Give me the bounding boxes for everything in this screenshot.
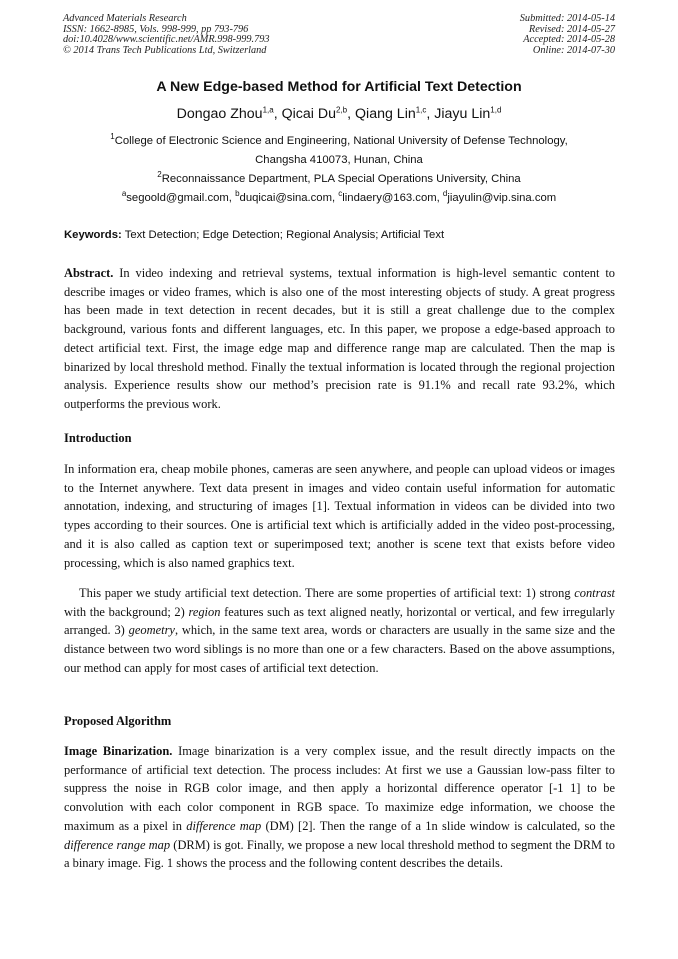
author-name: Qiang Lin [355, 106, 416, 122]
introduction-heading: Introduction [64, 431, 132, 445]
introduction-paragraph-2 [64, 584, 615, 678]
paragraph-text: (DM) [2]. Then the range of a 1n slide window is calculated, so the [261, 818, 616, 833]
journal-name: Advanced Materials Research [63, 13, 187, 24]
journal-header-right [520, 14, 615, 56]
abstract-label: Abstract. [64, 266, 114, 280]
emphasis-text: region [188, 604, 221, 619]
author-list: Dongao Zhou$^{1,a}$, Qicai Du$^{2,b}$, Qiang Lin$^{1,c}$, Jiayu Lin$^{1,d}$ [176, 105, 502, 122]
emphasis-text: difference range map [64, 837, 171, 852]
affiliation-superscript: 2 [157, 170, 162, 180]
email-address: duqicai@sina.com, [239, 192, 339, 204]
emphasis-text: contrast [574, 586, 615, 600]
paper-title: A New Edge-based Method for Artificial Text Detection [156, 79, 522, 95]
affiliation-2 [0, 170, 678, 185]
author-name: Jiayu Lin [434, 106, 491, 122]
paragraph-text: Image binarization is a very complex issue, and the result directly impacts on the performance of artificial text detection. The process includes: At first we use a Gaussian low-pass filter to suppress the noise in RGB color image, and then apply a horizontal difference operator [-1 1] to be convolution with each color component in RGB space. To maximize edge information, we choose the maximum as a pixel in [64, 744, 615, 833]
author-superscript: 1,d [490, 105, 502, 115]
email-address: lindaery@163.com, [342, 192, 443, 204]
author-superscript: 1,a [262, 105, 274, 115]
online-date: Online: 2014-07-30 [532, 44, 615, 56]
email-superscript: d [442, 189, 448, 199]
affiliation-text: College of Electronic Science and Engineering, National University of Defense Technology, [114, 135, 568, 147]
affiliation-1 [0, 132, 678, 147]
issn-line: ISSN: 1662-8985, Vols. 998-999, pp 793-796 [63, 23, 249, 35]
author-name: Dongao Zhou [176, 106, 263, 122]
abstract-text: In video indexing and retrieval systems, textual information is high-level semantic content to describe images or video frames, which is also one of the most interesting objects of study. A great progress has been made in text detection in recent decades, but it is still a great challenge due to the complex background, various fonts and different languages, etc. In this paper, we propose a edge-based approach to detect artificial text. First, the image edge map and difference range map are calculated. Then the map is binarized by local threshold method. Finally the textual information is located through the regional projection analysis. Experience results show our method’s precision rate is 91.1% and recall rate 93.2%, which outperforms the previous work. [64, 266, 615, 411]
affiliation-text: Reconnaissance Department, PLA Special Operations University, China [161, 173, 521, 185]
email-superscript: a [121, 189, 127, 199]
image-binarization-paragraph [64, 742, 615, 873]
email-list [0, 189, 678, 204]
paragraph-text: with the background; 2) [64, 604, 189, 619]
email-address: jiayulin@vip.sina.com [447, 192, 557, 204]
revised-date: Revised: 2014-05-27 [528, 23, 615, 35]
paragraph-text: (DRM) is got. Finally, we propose a new local threshold method to segment the DRM to a binary image. Fig. 1 shows the process and the following content describes the details. [64, 837, 615, 871]
journal-header-left [63, 14, 270, 56]
author-name: Qicai Du [281, 106, 336, 122]
proposed-algorithm-heading: Proposed Algorithm [64, 714, 172, 728]
author-superscript: 1,c [415, 105, 427, 115]
paragraph-text: , which, in the same text area, words or characters are usually in the same size and the distance between two word siblings is no more than one or a few characters. Based on the above assumptions, our method can apply for most cases of artificial text detection. [64, 623, 615, 675]
accepted-date: Accepted: 2014-05-28 [523, 34, 615, 46]
email-superscript: b [235, 189, 240, 199]
author-superscript: 2,b [335, 105, 348, 115]
keywords-text: Text Detection; Edge Detection; Regional Analysis; Artificial Text [121, 229, 445, 241]
subsection-label: Image Binarization. [64, 744, 173, 758]
emphasis-text: difference map [186, 818, 262, 833]
emphasis-text: geometry [128, 623, 175, 638]
paragraph-text: features such as text aligned neatly, horizontal or vertical, and few irregularly arranged. 3) [64, 604, 615, 638]
affiliation-superscript: 1 [110, 132, 115, 142]
affiliation-1-continued: Changsha 410073, Hunan, China [255, 154, 423, 166]
introduction-paragraph-1: In information era, cheap mobile phones, cameras are seen anywhere, and people can upload videos or images to the Internet anywhere. Text data present in images and video contain useful information for automatic annotation, indexing, and structuring of images [1]. Textual information in videos can be divided into two types according to their sources. One is artificial text which is artificially added in the video post-processing, and it is also called as caption text or superimposed text; another is scene text that exists before video processing, which is also named graphics text. [64, 462, 615, 570]
copyright-line: © 2014 Trans Tech Publications Ltd, Switzerland [63, 44, 267, 56]
keywords-label: Keywords: [64, 229, 122, 241]
abstract-paragraph [64, 264, 615, 414]
submitted-date: Submitted: 2014-05-14 [519, 13, 615, 24]
paragraph-text: This paper we study artificial text detection. There are some properties of artificial text: 1) strong [79, 586, 575, 600]
keywords-line [64, 229, 616, 241]
email-superscript: c [338, 189, 343, 199]
doi-line: doi:10.4028/www.scientific.net/AMR.998-999.793 [63, 34, 270, 46]
email-address: segoold@gmail.com, [126, 192, 236, 204]
